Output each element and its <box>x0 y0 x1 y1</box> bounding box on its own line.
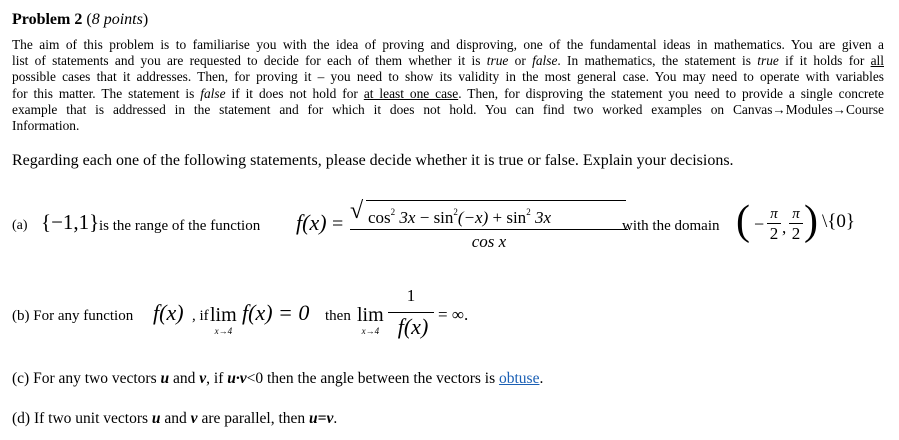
plus-sign: + <box>488 208 507 227</box>
fraction-bar <box>388 312 434 313</box>
and-word: and <box>160 410 191 427</box>
denominator: f(x) <box>397 314 429 339</box>
problem-points: 8 points <box>91 11 143 28</box>
statements-prompt: Regarding each one of the following statements, please decide whether it is true or false. Explain your decisions. <box>12 152 734 169</box>
instructions-line <box>12 53 884 69</box>
period: . <box>333 410 338 427</box>
italic-term: true <box>757 53 779 69</box>
lim-subscript: x→4 <box>361 326 380 336</box>
limit-result: = ∞. <box>438 305 469 324</box>
argument: 3x <box>530 208 551 227</box>
if-word: , if <box>192 308 209 324</box>
argument: 3x <box>395 208 416 227</box>
denominator: 2 <box>769 224 779 243</box>
statement-a-label: (a) <box>12 218 28 233</box>
underlined-term: all <box>870 53 884 69</box>
period: . <box>539 370 544 387</box>
denominator: cos x <box>471 232 507 251</box>
statement-c <box>12 370 543 388</box>
sin-term: sin <box>433 208 454 227</box>
statement-d-text: are parallel, then <box>197 410 310 427</box>
lim-operator: lim <box>210 304 237 326</box>
statement-b <box>12 286 512 346</box>
statement-c-text: <0 then the angle between the vectors is <box>246 370 499 387</box>
exponent: 2 <box>526 207 531 217</box>
instructions-line <box>12 69 884 85</box>
then-word: then <box>325 308 351 324</box>
text-segment: . In mathematics, the statement is <box>557 53 758 69</box>
sqrt-icon: √ <box>350 198 364 224</box>
problem-title: Problem 2 (8 points) <box>12 11 149 28</box>
pi-symbol: π <box>789 206 803 224</box>
statement-a-function: f(x) <box>296 210 327 235</box>
domain-interval <box>736 196 886 256</box>
vector-v: v <box>199 370 207 387</box>
statement-a-fraction <box>350 196 628 256</box>
italic-term: false <box>532 53 558 69</box>
numerator <box>366 200 626 229</box>
left-paren: ( <box>736 198 750 244</box>
domain-label: with the domain <box>622 218 720 234</box>
statement-d-text: (d) If two unit vectors <box>12 410 152 427</box>
statement-d <box>12 410 337 428</box>
vector-u: u <box>151 410 161 427</box>
text-segment: The aim of this problem is to familiarise you with the idea of proving and disproving, one of the fundamental ideas in mathematics. You are given a <box>12 37 884 52</box>
statement-a-text: is the range of the function <box>99 218 261 234</box>
text-segment: if it holds for <box>778 53 871 69</box>
text-segment: possible cases that it addresses. Then, for proving it – you need to show its validity in the most general case. You may need to operate with variables <box>12 69 884 85</box>
obtuse-link[interactable]: obtuse <box>498 370 540 387</box>
instructions-paragraph <box>12 37 884 134</box>
vector-equality: u=v <box>309 410 334 427</box>
statement-b-label: (b) For any function <box>12 308 134 324</box>
instructions-line <box>12 102 884 118</box>
limit-expression: f(x) = 0 <box>242 300 310 325</box>
instructions-line <box>12 86 884 102</box>
text-segment: if it does not hold for <box>225 85 364 101</box>
statement-b-function: f(x) <box>153 300 184 325</box>
statement-c-text: , if <box>206 370 228 387</box>
denominator: 2 <box>791 224 801 243</box>
text-segment: list of statements and you are requested to decide for each of them whether it is <box>12 53 487 69</box>
minus-sign: − <box>415 208 434 227</box>
setminus-zero: \{0} <box>822 211 856 232</box>
statement-c-text: (c) For any two vectors <box>12 370 161 387</box>
right-paren: ) <box>804 198 818 244</box>
exponent: 2 <box>453 207 458 217</box>
dot-product: u·v <box>227 370 247 387</box>
comma: , <box>782 218 787 237</box>
text-segment: for this matter. The statement is <box>12 85 201 101</box>
instructions-line <box>12 118 884 134</box>
cos-term: cos <box>368 208 391 227</box>
exponent: 2 <box>390 207 396 217</box>
text-segment: Information. <box>12 117 80 133</box>
and-word: and <box>169 370 200 387</box>
sin-term: sin <box>506 208 527 227</box>
statement-a-equals: = <box>332 213 344 235</box>
text-segment: or <box>508 53 533 69</box>
fraction-right <box>789 206 803 244</box>
italic-term: true <box>486 53 509 69</box>
minus-sign: − <box>754 214 765 234</box>
reciprocal-fraction <box>388 286 434 346</box>
problem-heading: Problem 2 <box>12 11 83 28</box>
limit-1 <box>210 305 237 336</box>
underlined-term: at least one case <box>363 85 459 101</box>
lim-subscript: x→4 <box>214 326 233 336</box>
instructions-line <box>12 37 884 53</box>
statement-a-set: {−1,1} <box>41 210 100 234</box>
argument: (−x) <box>457 208 489 227</box>
numerator: 1 <box>406 286 416 305</box>
fraction-bar <box>350 229 628 230</box>
vector-v: v <box>190 410 198 427</box>
text-segment: example that is addressed in the statement and for which it does not hold. You can find two worked examples on Canvas→Modules→Course <box>12 101 884 117</box>
vector-u: u <box>160 370 170 387</box>
italic-term: false <box>200 85 226 101</box>
lim-operator: lim <box>357 304 384 326</box>
fraction-left <box>767 206 781 244</box>
pi-symbol: π <box>767 206 781 224</box>
text-segment: . Then, for disproving the statement you need to provide a single concrete <box>458 85 884 101</box>
limit-2 <box>357 305 384 336</box>
